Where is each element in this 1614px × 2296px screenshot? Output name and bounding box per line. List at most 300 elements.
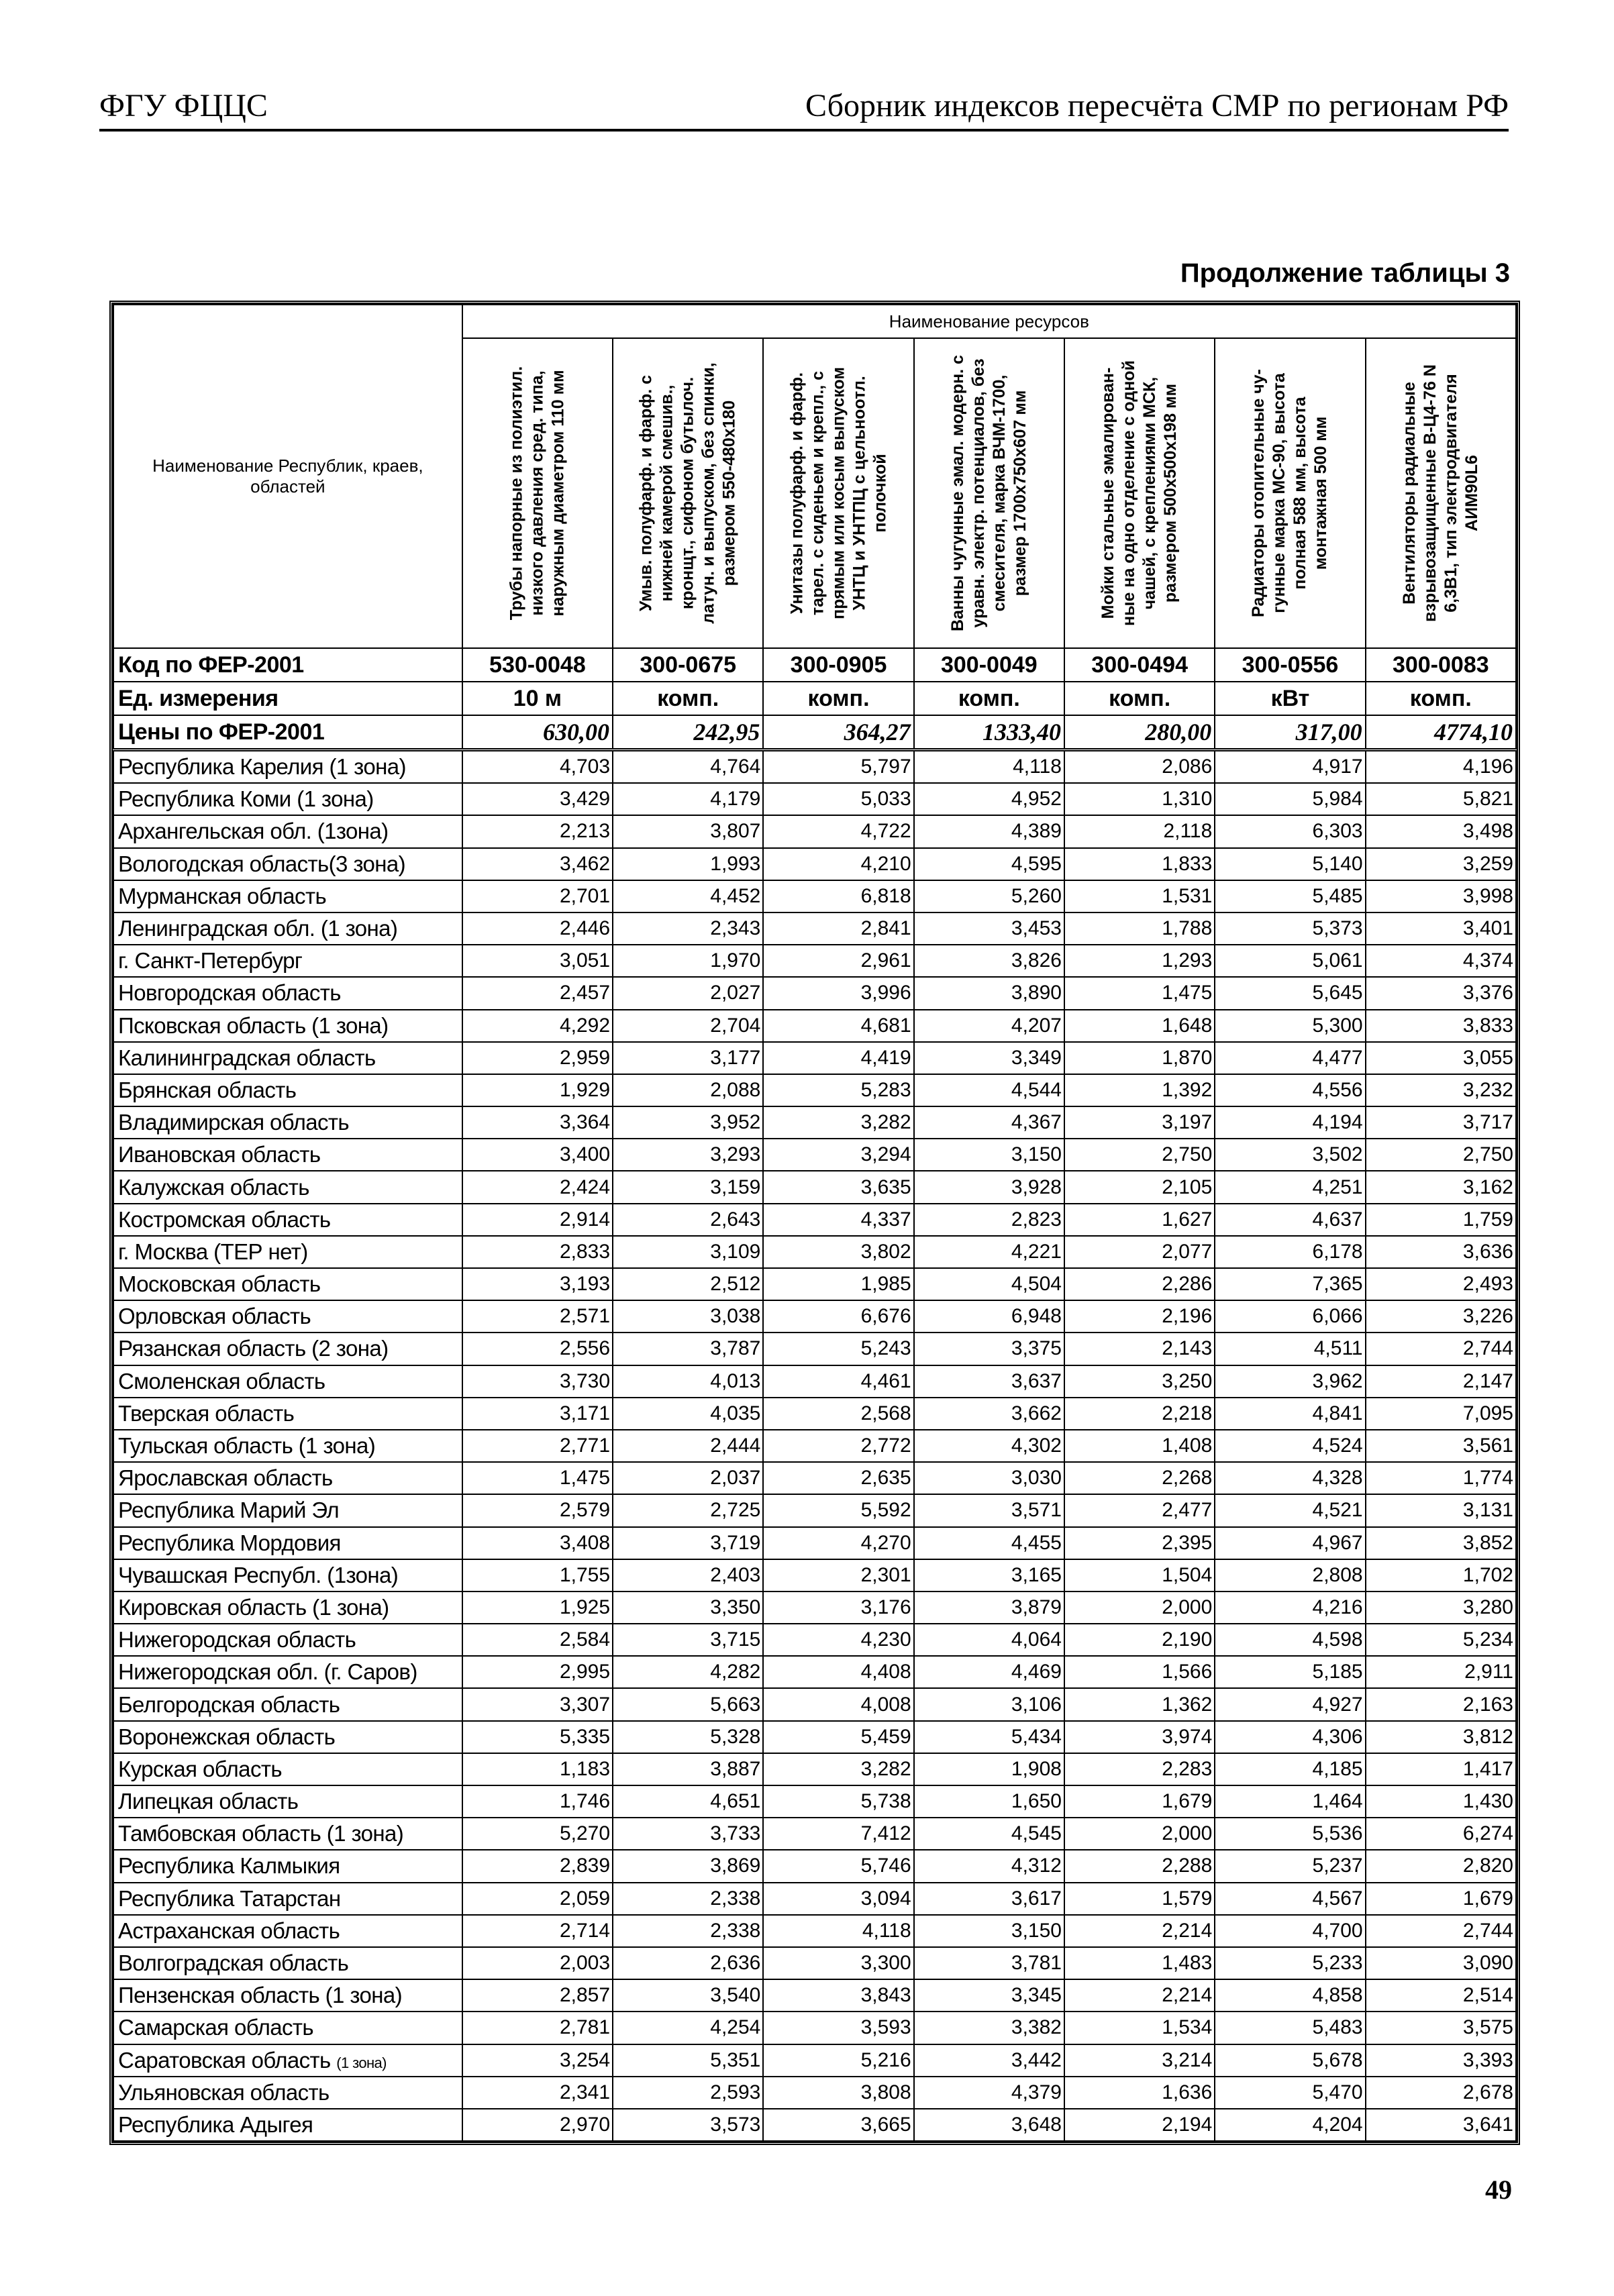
index-value-cell: 2,772 xyxy=(763,1430,913,1462)
index-value-cell: 3,996 xyxy=(763,977,913,1009)
table-row xyxy=(113,1947,1516,1979)
index-value-cell: 4,292 xyxy=(462,1010,613,1042)
region-name: Архангельская обл. (1зона) xyxy=(118,819,389,844)
index-value-cell: 2,643 xyxy=(613,1204,763,1236)
base-price-cell: 317,00 xyxy=(1215,715,1365,750)
index-value-cell: 3,453 xyxy=(914,912,1064,945)
fer-code-cell: 300-0049 xyxy=(914,648,1064,682)
index-table-container xyxy=(109,301,1520,2145)
index-value-cell: 5,821 xyxy=(1366,783,1516,815)
index-value-cell: 2,000 xyxy=(1064,1591,1215,1624)
index-value-cell: 3,171 xyxy=(462,1398,613,1430)
index-value-cell: 1,702 xyxy=(1366,1559,1516,1591)
table-row xyxy=(113,1979,1516,2012)
index-value-cell: 1,774 xyxy=(1366,1462,1516,1494)
unit-cell: комп. xyxy=(1366,682,1516,715)
index-value-cell: 3,833 xyxy=(1366,1010,1516,1042)
region-name: Ленинградская обл. (1 зона) xyxy=(118,916,398,941)
index-value-cell: 4,379 xyxy=(914,2077,1064,2109)
region-name-cell xyxy=(113,1171,462,1203)
region-name: Пензенская область (1 зона) xyxy=(118,1983,403,2008)
index-value-cell: 2,395 xyxy=(1064,1527,1215,1559)
index-value-cell: 6,676 xyxy=(763,1300,913,1333)
region-name-cell xyxy=(113,2109,462,2141)
code-label: Код по ФЕР-2001 xyxy=(113,648,462,682)
index-value-cell: 2,194 xyxy=(1064,2109,1215,2141)
index-value-cell: 3,808 xyxy=(763,2077,913,2109)
index-value-cell: 5,061 xyxy=(1215,945,1365,977)
index-value-cell: 5,283 xyxy=(763,1074,913,1106)
region-name-cell xyxy=(113,1591,462,1624)
index-value-cell: 6,178 xyxy=(1215,1236,1365,1268)
index-value-cell: 5,984 xyxy=(1215,783,1365,815)
region-name: Владимирская область xyxy=(118,1110,350,1135)
table-row xyxy=(113,2012,1516,2044)
index-value-cell: 2,143 xyxy=(1064,1333,1215,1365)
fer-code-cell: 300-0905 xyxy=(763,648,913,682)
region-name-cell xyxy=(113,1947,462,1979)
index-value-cell: 4,251 xyxy=(1215,1171,1365,1203)
index-value-cell: 5,459 xyxy=(763,1721,913,1753)
table-row xyxy=(113,1721,1516,1753)
region-name: Республика Коми (1 зона) xyxy=(118,786,374,812)
region-name-cell xyxy=(113,1236,462,1268)
index-value-cell: 4,567 xyxy=(1215,1883,1365,1915)
index-table xyxy=(113,304,1517,2142)
index-value-cell: 4,651 xyxy=(613,1785,763,1818)
index-value-cell: 3,030 xyxy=(914,1462,1064,1494)
index-value-cell: 4,952 xyxy=(914,783,1064,815)
region-name-cell xyxy=(113,750,462,784)
index-value-cell: 6,303 xyxy=(1215,815,1365,847)
region-name-cell xyxy=(113,1365,462,1398)
index-value-cell: 4,254 xyxy=(613,2012,763,2044)
index-value-cell: 5,470 xyxy=(1215,2077,1365,2109)
region-name-cell xyxy=(113,1527,462,1559)
index-value-cell: 1,870 xyxy=(1064,1042,1215,1074)
index-value-cell: 2,556 xyxy=(462,1333,613,1365)
index-value-cell: 2,214 xyxy=(1064,1979,1215,2012)
index-value-cell: 4,013 xyxy=(613,1365,763,1398)
index-value-cell: 3,890 xyxy=(914,977,1064,1009)
table-row xyxy=(113,848,1516,880)
index-value-cell: 2,635 xyxy=(763,1462,913,1494)
index-value-cell: 3,879 xyxy=(914,1591,1064,1624)
index-value-cell: 1,650 xyxy=(914,1785,1064,1818)
index-value-cell: 1,755 xyxy=(462,1559,613,1591)
index-value-cell: 2,512 xyxy=(613,1268,763,1300)
index-value-cell: 1,362 xyxy=(1064,1688,1215,1720)
region-name: Тверская область xyxy=(118,1400,295,1426)
fer-code-cell: 300-0556 xyxy=(1215,648,1365,682)
unit-label: Ед. измерения xyxy=(113,682,462,715)
index-value-cell: 2,477 xyxy=(1064,1494,1215,1526)
index-value-cell: 2,833 xyxy=(462,1236,613,1268)
index-value-cell: 4,545 xyxy=(914,1818,1064,1850)
resource-name: Унитазы полуфарф. и фарф. тарел. с сиденьем и крепл., с прямым или косым выпуском УНТЦ и УНТПЦ с цельноотл. полочкой xyxy=(787,367,890,619)
index-value-cell: 2,593 xyxy=(613,2077,763,2109)
index-value-cell: 3,400 xyxy=(462,1139,613,1171)
index-value-cell: 1,464 xyxy=(1215,1785,1365,1818)
table-row xyxy=(113,1171,1516,1203)
index-value-cell: 2,268 xyxy=(1064,1462,1215,1494)
region-name: Нижегородская область xyxy=(118,1627,356,1653)
index-value-cell: 5,140 xyxy=(1215,848,1365,880)
index-value-cell: 4,511 xyxy=(1215,1333,1365,1365)
index-value-cell: 4,118 xyxy=(763,1915,913,1947)
index-value-cell: 3,637 xyxy=(914,1365,1064,1398)
index-value-cell: 3,177 xyxy=(613,1042,763,1074)
index-value-cell: 3,887 xyxy=(613,1753,763,1785)
region-name: Республика Марий Эл xyxy=(118,1498,340,1523)
index-value-cell: 7,095 xyxy=(1366,1398,1516,1430)
index-value-cell: 3,197 xyxy=(1064,1106,1215,1139)
unit-cell: комп. xyxy=(763,682,913,715)
resource-name: Ванны чугунные эмал. модерн. с уравн. электр. потенциалов, без смесителя, марка ВЧМ-1700, размер 1700х750х607 мм xyxy=(948,355,1029,631)
index-value-cell: 1,970 xyxy=(613,945,763,977)
index-value-cell: 5,185 xyxy=(1215,1656,1365,1688)
index-value-cell: 2,213 xyxy=(462,815,613,847)
index-value-cell: 4,703 xyxy=(462,750,613,784)
table-row xyxy=(113,912,1516,945)
index-value-cell: 1,925 xyxy=(462,1591,613,1624)
index-value-cell: 4,230 xyxy=(763,1624,913,1656)
index-value-cell: 4,452 xyxy=(613,880,763,912)
index-value-cell: 2,214 xyxy=(1064,1915,1215,1947)
index-value-cell: 3,300 xyxy=(763,1947,913,1979)
base-price-cell: 280,00 xyxy=(1064,715,1215,750)
index-value-cell: 3,250 xyxy=(1064,1365,1215,1398)
region-name: Костромская область xyxy=(118,1206,331,1232)
table-row xyxy=(113,750,1516,784)
index-value-cell: 1,788 xyxy=(1064,912,1215,945)
base-price-cell: 4774,10 xyxy=(1366,715,1516,750)
index-value-cell: 1,636 xyxy=(1064,2077,1215,2109)
index-value-cell: 3,442 xyxy=(914,2044,1064,2077)
index-value-cell: 1,746 xyxy=(462,1785,613,1818)
region-name-cell xyxy=(113,2012,462,2044)
index-value-cell: 6,274 xyxy=(1366,1818,1516,1850)
index-value-cell: 3,345 xyxy=(914,1979,1064,2012)
index-value-cell: 2,086 xyxy=(1064,750,1215,784)
index-value-cell: 4,598 xyxy=(1215,1624,1365,1656)
index-value-cell: 2,088 xyxy=(613,1074,763,1106)
index-value-cell: 1,310 xyxy=(1064,783,1215,815)
index-value-cell: 1,504 xyxy=(1064,1559,1215,1591)
table-row xyxy=(113,783,1516,815)
index-value-cell: 2,288 xyxy=(1064,1850,1215,1882)
document-title: Сборник индексов пересчёта СМР по регионам РФ xyxy=(805,88,1509,123)
region-name-cell xyxy=(113,1818,462,1850)
index-value-cell: 3,648 xyxy=(914,2109,1064,2141)
table-row xyxy=(113,1818,1516,1850)
index-value-cell: 3,232 xyxy=(1366,1074,1516,1106)
index-value-cell: 2,190 xyxy=(1064,1624,1215,1656)
unit-cell: 10 м xyxy=(462,682,613,715)
index-value-cell: 2,995 xyxy=(462,1656,613,1688)
table-row xyxy=(113,1236,1516,1268)
index-value-cell: 5,233 xyxy=(1215,1947,1365,1979)
region-name: Волгоградская область xyxy=(118,1950,349,1976)
index-value-cell: 6,066 xyxy=(1215,1300,1365,1333)
index-value-cell: 5,243 xyxy=(763,1333,913,1365)
index-value-cell: 3,162 xyxy=(1366,1171,1516,1203)
region-name-cell xyxy=(113,1139,462,1171)
index-value-cell: 2,338 xyxy=(613,1883,763,1915)
index-value-cell: 2,771 xyxy=(462,1430,613,1462)
index-value-cell: 1,579 xyxy=(1064,1883,1215,1915)
index-value-cell: 1,627 xyxy=(1064,1204,1215,1236)
unit-row xyxy=(113,682,1516,715)
region-name: Нижегородская обл. (г. Саров) xyxy=(118,1659,417,1685)
index-value-cell: 4,700 xyxy=(1215,1915,1365,1947)
index-value-cell: 4,270 xyxy=(763,1527,913,1559)
index-value-cell: 1,985 xyxy=(763,1268,913,1300)
table-row xyxy=(113,1688,1516,1720)
index-value-cell: 5,485 xyxy=(1215,880,1365,912)
region-name-cell xyxy=(113,1042,462,1074)
region-name-cell xyxy=(113,2044,462,2077)
region-name: Калининградская область xyxy=(118,1045,376,1070)
index-value-cell: 3,962 xyxy=(1215,1365,1365,1398)
resource-column-header xyxy=(462,338,613,648)
index-value-cell: 3,375 xyxy=(914,1333,1064,1365)
region-name-cell xyxy=(113,783,462,815)
index-value-cell: 4,524 xyxy=(1215,1430,1365,1462)
index-value-cell: 4,419 xyxy=(763,1042,913,1074)
unit-cell: комп. xyxy=(914,682,1064,715)
index-value-cell: 4,841 xyxy=(1215,1398,1365,1430)
index-value-cell: 3,307 xyxy=(462,1688,613,1720)
region-name-cell xyxy=(113,1915,462,1947)
index-value-cell: 4,637 xyxy=(1215,1204,1365,1236)
resource-name: Радиаторы отопительные чу-гунные марка МС-90, высота полная 588 мм, высота монтажная 500 мм xyxy=(1249,369,1331,617)
index-value-cell: 3,462 xyxy=(462,848,613,880)
resource-column-header xyxy=(763,338,913,648)
index-value-cell: 3,280 xyxy=(1366,1591,1516,1624)
index-value-cell: 1,417 xyxy=(1366,1753,1516,1785)
index-value-cell: 5,434 xyxy=(914,1721,1064,1753)
index-value-cell: 5,663 xyxy=(613,1688,763,1720)
index-value-cell: 3,730 xyxy=(462,1365,613,1398)
table-row xyxy=(113,1300,1516,1333)
index-value-cell: 2,857 xyxy=(462,1979,613,2012)
table-row xyxy=(113,1494,1516,1526)
unit-cell: кВт xyxy=(1215,682,1365,715)
table-row xyxy=(113,1753,1516,1785)
region-column-header: Наименование Республик, краев, областей xyxy=(113,305,462,648)
index-value-cell: 4,927 xyxy=(1215,1688,1365,1720)
region-name: Саратовская область xyxy=(118,2047,331,2073)
index-value-cell: 3,869 xyxy=(613,1850,763,1882)
index-value-cell: 3,382 xyxy=(914,2012,1064,2044)
index-value-cell: 3,259 xyxy=(1366,848,1516,880)
index-value-cell: 2,911 xyxy=(1366,1656,1516,1688)
index-value-cell: 2,823 xyxy=(914,1204,1064,1236)
region-name: г. Санкт-Петербург xyxy=(118,948,303,974)
index-value-cell: 4,722 xyxy=(763,815,913,847)
base-price-cell: 242,95 xyxy=(613,715,763,750)
table-row xyxy=(113,1139,1516,1171)
index-value-cell: 5,260 xyxy=(914,880,1064,912)
index-value-cell: 3,498 xyxy=(1366,815,1516,847)
index-value-cell: 3,715 xyxy=(613,1624,763,1656)
fer-code-cell: 300-0675 xyxy=(613,648,763,682)
index-value-cell: 2,704 xyxy=(613,1010,763,1042)
index-value-cell: 4,521 xyxy=(1215,1494,1365,1526)
index-value-cell: 2,571 xyxy=(462,1300,613,1333)
region-name-cell xyxy=(113,1010,462,1042)
region-name: Республика Калмыкия xyxy=(118,1853,340,1879)
region-name-cell xyxy=(113,2077,462,2109)
table-row xyxy=(113,1559,1516,1591)
region-name: Кировская область (1 зона) xyxy=(118,1594,389,1620)
index-value-cell: 2,750 xyxy=(1366,1139,1516,1171)
index-value-cell: 2,701 xyxy=(462,880,613,912)
index-value-cell: 3,636 xyxy=(1366,1236,1516,1268)
index-value-cell: 3,635 xyxy=(763,1171,913,1203)
index-value-cell: 2,970 xyxy=(462,2109,613,2141)
resource-column-header xyxy=(914,338,1064,648)
index-value-cell: 4,312 xyxy=(914,1850,1064,1882)
table-row xyxy=(113,1591,1516,1624)
region-name-cell xyxy=(113,1883,462,1915)
table-row xyxy=(113,1268,1516,1300)
index-value-cell: 2,163 xyxy=(1366,1688,1516,1720)
index-value-cell: 2,446 xyxy=(462,912,613,945)
region-name: Республика Адыгея xyxy=(118,2111,313,2137)
index-value-cell: 2,841 xyxy=(763,912,913,945)
index-value-cell: 4,196 xyxy=(1366,750,1516,784)
index-value-cell: 4,207 xyxy=(914,1010,1064,1042)
index-value-cell: 2,636 xyxy=(613,1947,763,1979)
index-value-cell: 3,106 xyxy=(914,1688,1064,1720)
index-value-cell: 1,183 xyxy=(462,1753,613,1785)
index-value-cell: 2,839 xyxy=(462,1850,613,1882)
index-value-cell: 4,544 xyxy=(914,1074,1064,1106)
index-value-cell: 3,733 xyxy=(613,1818,763,1850)
index-value-cell: 1,648 xyxy=(1064,1010,1215,1042)
index-value-cell: 4,008 xyxy=(763,1688,913,1720)
index-value-cell: 4,216 xyxy=(1215,1591,1365,1624)
index-value-cell: 5,351 xyxy=(613,2044,763,2077)
index-value-cell: 2,725 xyxy=(613,1494,763,1526)
index-value-cell: 2,444 xyxy=(613,1430,763,1462)
resource-column-header xyxy=(1366,338,1516,648)
index-value-cell: 2,744 xyxy=(1366,1915,1516,1947)
fer-code-cell: 300-0494 xyxy=(1064,648,1215,682)
index-value-cell: 4,282 xyxy=(613,1656,763,1688)
region-name: Новгородская область xyxy=(118,980,341,1006)
index-value-cell: 3,150 xyxy=(914,1915,1064,1947)
index-value-cell: 2,457 xyxy=(462,977,613,1009)
region-name: Липецкая область xyxy=(118,1789,299,1814)
index-value-cell: 3,159 xyxy=(613,1171,763,1203)
index-value-cell: 3,717 xyxy=(1366,1106,1516,1139)
index-value-cell: 3,401 xyxy=(1366,912,1516,945)
index-value-cell: 3,376 xyxy=(1366,977,1516,1009)
region-name: Воронежская область xyxy=(118,1724,336,1749)
index-value-cell: 3,364 xyxy=(462,1106,613,1139)
region-name: Ярославская область xyxy=(118,1465,333,1491)
region-name: Рязанская область (2 зона) xyxy=(118,1336,389,1361)
region-name-cell xyxy=(113,1398,462,1430)
index-value-cell: 3,781 xyxy=(914,1947,1064,1979)
region-name-cell xyxy=(113,880,462,912)
index-value-cell: 3,350 xyxy=(613,1591,763,1624)
region-name: Тульская область (1 зона) xyxy=(118,1433,376,1459)
region-name: Чувашская Республ. (1зона) xyxy=(118,1562,399,1587)
table-row xyxy=(113,1106,1516,1139)
region-name: Республика Татарстан xyxy=(118,1885,341,1911)
index-value-cell: 5,645 xyxy=(1215,977,1365,1009)
index-value-cell: 5,328 xyxy=(613,1721,763,1753)
resource-name: Вентиляторы радиальные взрывозащищенные В-Ц4-76 N 6,3В1, тип электродвигателя АИМ90L6 xyxy=(1399,364,1481,622)
index-value-cell: 2,579 xyxy=(462,1494,613,1526)
index-value-cell: 3,502 xyxy=(1215,1139,1365,1171)
region-name: Мурманская область xyxy=(118,883,327,908)
region-name: г. Москва (ТЕР нет) xyxy=(118,1239,308,1264)
index-value-cell: 5,216 xyxy=(763,2044,913,2077)
index-value-cell: 5,335 xyxy=(462,1721,613,1753)
index-value-cell: 4,408 xyxy=(763,1656,913,1688)
index-value-cell: 1,759 xyxy=(1366,1204,1516,1236)
index-value-cell: 3,150 xyxy=(914,1139,1064,1171)
index-value-cell: 1,408 xyxy=(1064,1430,1215,1462)
table-row xyxy=(113,1527,1516,1559)
index-value-cell: 4,556 xyxy=(1215,1074,1365,1106)
index-value-cell: 4,210 xyxy=(763,848,913,880)
resource-name: Умыв. полуфарф. и фарф. с нижней камерой смешив., кронщт., сифоном бутылоч. латун. и выпуском, без спинки, размером 550-480х180 xyxy=(636,362,739,624)
index-value-cell: 5,033 xyxy=(763,783,913,815)
region-name: Тамбовская область (1 зона) xyxy=(118,1821,404,1846)
region-name-cell xyxy=(113,815,462,847)
index-value-cell: 4,504 xyxy=(914,1268,1064,1300)
table-row xyxy=(113,880,1516,912)
index-value-cell: 2,424 xyxy=(462,1171,613,1203)
index-value-cell: 4,337 xyxy=(763,1204,913,1236)
unit-cell: комп. xyxy=(1064,682,1215,715)
region-name: Курская область xyxy=(118,1756,282,1781)
index-value-cell: 3,293 xyxy=(613,1139,763,1171)
index-value-cell: 4,302 xyxy=(914,1430,1064,1462)
index-value-cell: 4,461 xyxy=(763,1365,913,1398)
index-value-cell: 4,204 xyxy=(1215,2109,1365,2141)
index-value-cell: 2,105 xyxy=(1064,1171,1215,1203)
index-value-cell: 3,540 xyxy=(613,1979,763,2012)
index-value-cell: 4,374 xyxy=(1366,945,1516,977)
index-value-cell: 2,343 xyxy=(613,912,763,945)
index-value-cell: 3,617 xyxy=(914,1883,1064,1915)
index-value-cell: 2,077 xyxy=(1064,1236,1215,1268)
index-value-cell: 1,908 xyxy=(914,1753,1064,1785)
table-row xyxy=(113,1624,1516,1656)
unit-cell: комп. xyxy=(613,682,763,715)
index-value-cell: 3,090 xyxy=(1366,1947,1516,1979)
region-name: Смоленская область xyxy=(118,1368,325,1394)
index-value-cell: 2,147 xyxy=(1366,1365,1516,1398)
index-value-cell: 2,584 xyxy=(462,1624,613,1656)
index-value-cell: 4,764 xyxy=(613,750,763,784)
index-value-cell: 6,818 xyxy=(763,880,913,912)
index-value-cell: 3,051 xyxy=(462,945,613,977)
index-value-cell: 4,477 xyxy=(1215,1042,1365,1074)
index-value-cell: 1,475 xyxy=(462,1462,613,1494)
table-row xyxy=(113,815,1516,847)
index-value-cell: 1,679 xyxy=(1064,1785,1215,1818)
index-value-cell: 3,641 xyxy=(1366,2109,1516,2141)
index-value-cell: 1,430 xyxy=(1366,1785,1516,1818)
